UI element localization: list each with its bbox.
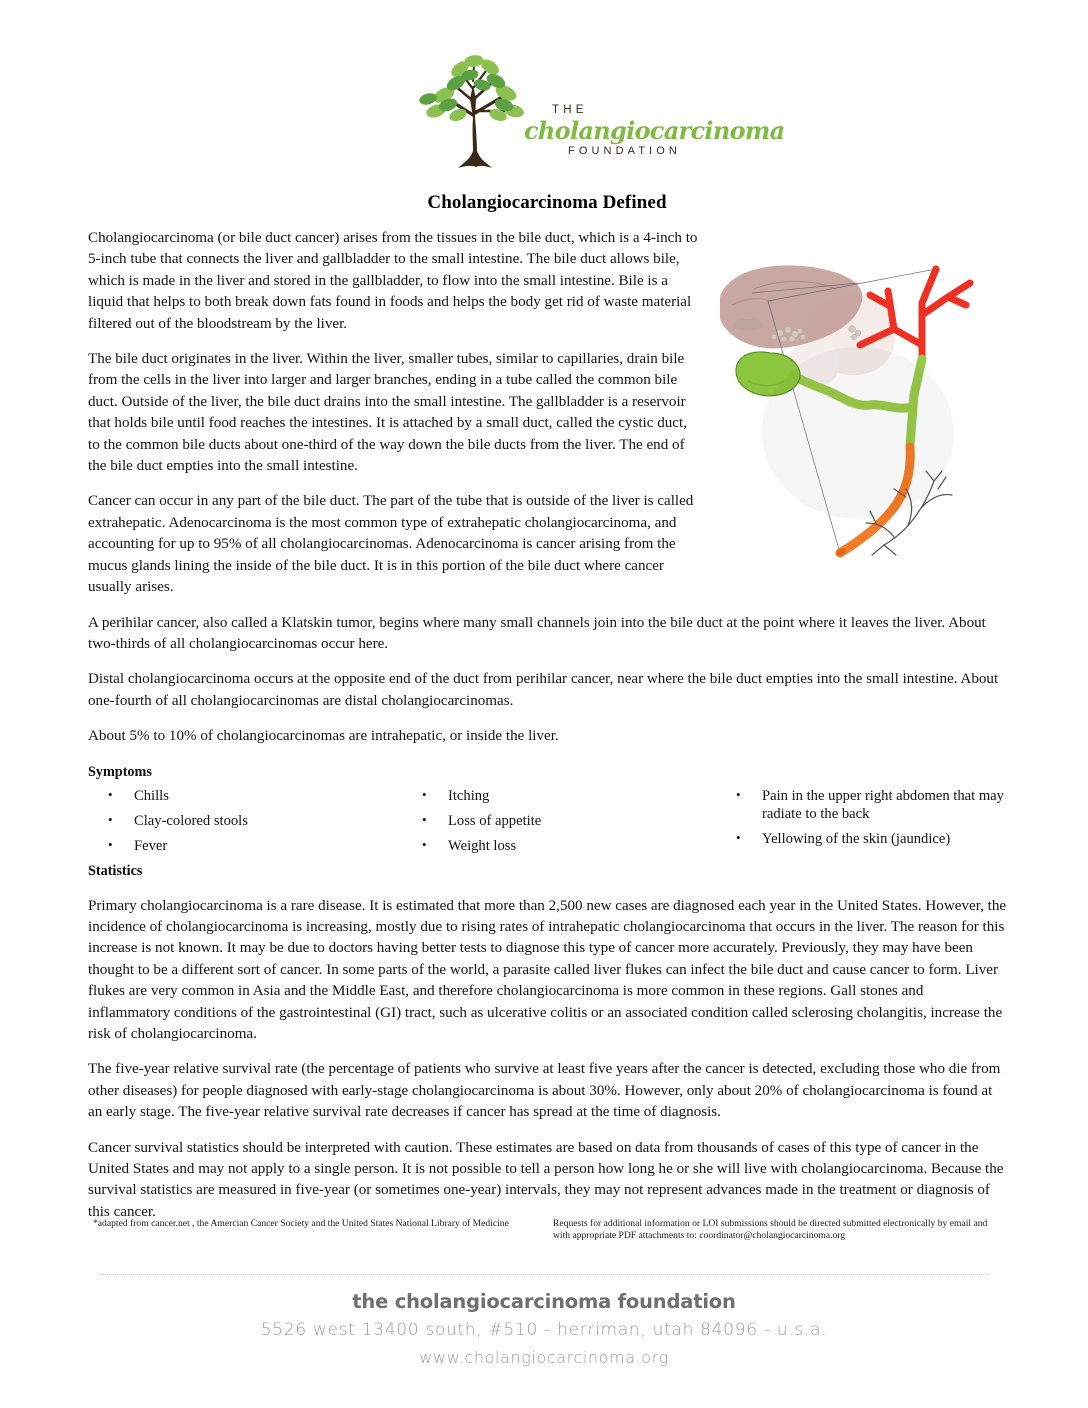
symptoms-column-1 [104,787,394,862]
list-item: • Yellowing of the skin (jaundice) [732,830,1008,848]
footer-organization-name: the cholangiocarcinoma foundation [352,1290,736,1313]
footnote-sources: *adapted from cancer.net , the Amercian Cancer Society and the United States National Library of Medicine [93,1218,509,1229]
list-item: • Itching [418,787,708,805]
footer-website-url[interactable]: www.cholangiocarcinoma.org [419,1348,669,1367]
logo-foundation-text: FOUNDATION [568,144,681,157]
symptoms-columns [88,787,1008,863]
list-item: • Pain in the upper right abdomen that may radiate to the back [732,787,1008,823]
footnotes [88,1218,1008,1264]
paragraph-intrahepatic: About 5% to 10% of cholangiocarcinomas are intrahepatic, or inside the liver. [88,728,559,745]
statistics-heading: Statistics [88,862,143,879]
paragraph-statistics-caution: Cancer survival statistics should be interpreted with caution. These estimates are based on data from thousands of cases of this type of cancer in the United States and may not apply to a single person. It is not possible to tell a person how long he or she will live with cholangiocarcinoma. Because the survival statistics are measured in five-year (or sometimes one-year) intervals, they may not represent advances made in the treatment or diagnosis of this cancer. [88,1139,1004,1220]
list-item: • Fever [104,837,394,855]
list-item: • Loss of appetite [418,812,708,830]
foundation-logo [0,55,1088,175]
footer-address: 5526 west 13400 south, #510 - herriman, utah 84096 - u.s.a. [260,1320,828,1340]
list-item: • Clay-colored stools [104,812,394,830]
symptoms-column-3 [732,787,1008,855]
footer-divider [100,1274,988,1275]
page-footer [0,1288,1088,1372]
paragraph-survival-rate: The five-year relative survival rate (the percentage of patients who survive at least five years after the cancer is detected, excluding those who die from other diseases) for people diagnosed with early-stage cholangiocarcinoma is about 30%. However, only about 20% of cholangiocarcinoma is found at an early stage. The five-year relative survival rate decreases if cancer has spread at the time of diagnosis. [88,1061,1001,1121]
list-item: • Weight loss [418,837,708,855]
paragraph-extrahepatic: Cancer can occur in any part of the bile duct. The part of the tube that is outside of the liver is called extrahepatic. Adenocarcinoma is the most common type of extrahepatic cholangiocarcinoma, and accounting for up to 95% of all cholangiocarcinomas. Adenocarcinoma is cancer arising from the mucus glands lining the inside of the bile duct. It is in this portion of the bile duct where cancer usually arises. [88,493,694,596]
logo-the-text: THE [552,104,588,116]
paragraph-bile-duct-origin: The bile duct originates in the liver. Within the liver, smaller tubes, similar to capillaries, drain bile from the cells in the liver into larger and larger branches, ending in a tube called the common bile duct. Outside of the liver, the bile duct drains into the small intestine. The gallbladder is a reservoir that holds bile until food reaches the intestines. It is attached by a small duct, called the cystic duct, to the common bile ducts about one-third of the way down the bile ducts from the liver. The end of the bile duct empties into the small intestine. [88,351,687,475]
list-item: • Chills [104,787,394,805]
logo-lockup [414,55,785,173]
symptoms-heading: Symptoms [88,763,152,780]
page-title: Cholangiocarcinoma Defined [427,192,667,213]
logo-wordmark [524,104,785,157]
document-body [88,228,1008,1237]
paragraph-intro: Cholangiocarcinoma (or bile duct cancer) arises from the tissues in the bile duct, which is a 4-inch to 5-inch tube that connects the liver and gallbladder to the small intestine. The bile duct allows bile, which is made in the liver and stored in the gallbladder, to flow into the small intestine. Bile is a liquid that helps to both break down fats found in foods and helps the body get rid of waste material filtered out of the bloodstream by the liver. [88,230,698,332]
logo-name-text: cholangiocarcinoma [524,115,785,145]
paragraph-statistics-overview: Primary cholangiocarcinoma is a rare disease. It is estimated that more than 2,500 new cases are diagnosed each year in the United States. However, the incidence of cholangiocarcinoma is increasing, mostly due to rising rates of intrahepatic cholangiocarcinoma that occurs in the liver. The reason for this increase is not known. It may be due to doctors having better tests to diagnose this type of cancer more accurately. Previously, they may have been thought to be a different sort of cancer. In some parts of the world, a parasite called liver flukes can infect the bile duct and cause cancer to form. Liver flukes are very common in Asia and the Middle East, and therefore cholangiocarcinoma is more common in these regions. Gall stones and inflammatory conditions of the gastrointestinal (GI) tract, such as ulcerative colitis or an associated condition called sclerosing cholangitis, increase the risk of cholangiocarcinoma. [88,897,1007,1042]
symptoms-column-2 [418,787,708,862]
footnote-contact: Requests for additional information or LOI submissions should be directed submitted electronically by email and with appropriate PDF attachments to: coordinator@cholangiocarcinoma.org [553,1218,988,1242]
paragraph-distal: Distal cholangiocarcinoma occurs at the opposite end of the duct from perihilar cancer, near where the bile duct empties into the small intestine. About one-fourth of all cholangiocarcinomas are distal cholangiocarcinomas. [88,671,999,709]
paragraph-perihilar: A perihilar cancer, also called a Klatskin tumor, begins where many small channels join into the bile duct at the point where it leaves the liver. About two-thirds of all cholangiocarcinomas occur here. [88,614,986,652]
